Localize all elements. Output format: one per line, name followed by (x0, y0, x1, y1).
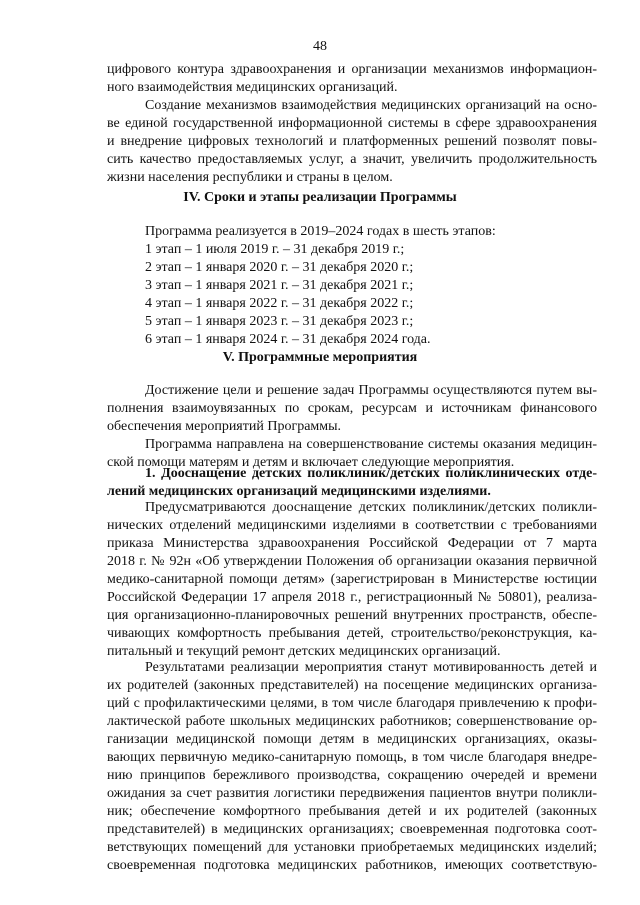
text-line: обеспечения мероприятий Программы. (107, 419, 342, 434)
section-5-heading: V. Программные мероприятия (222, 350, 418, 365)
section-4-heading: IV. Сроки и этапы реализации Программы (183, 190, 457, 205)
item-1-provision-paragraph (107, 499, 597, 661)
text-line: их родителей (законных представителей) на посещение медицинских организа- (107, 678, 597, 693)
goal-paragraph (107, 382, 597, 436)
stage-item: 6 этап – 1 января 2024 г. – 31 декабря 2024 года. (145, 332, 431, 347)
text-line: ской помощи матерям и детям и включает следующие мероприятия. (107, 455, 515, 470)
text-line: вающих первичную медико-санитарную помощь, в том числе благодаря внедре- (107, 750, 597, 765)
text-line: Создание механизмов взаимодействия медицинских организаций на осно- (145, 98, 597, 113)
text-line: приказа Министерства здравоохранения Российской Федерации от 7 марта (107, 536, 597, 551)
text-line: ве единой государственной информационной системы в сфере здравоохранения (107, 116, 597, 131)
text-line: сить качество предоставляемых услуг, а значит, увеличить продолжительность (107, 152, 597, 167)
text-line: ганизации медицинской помощи детям в медицинских организациях, оказы- (107, 732, 597, 747)
text-line: 2018 г. № 92н «Об утверждении Положения об организации оказания первичной (107, 554, 597, 569)
stages-list (145, 223, 605, 349)
text-line: питальный и текущий ремонт детских медицинских организаций. (107, 644, 501, 659)
text-line: нических отделений медицинскими изделиями в соответствии с требованиями (107, 518, 597, 533)
mechanisms-paragraph (107, 97, 597, 187)
text-line: жизни населения республики и страны в целом. (107, 170, 393, 185)
stage-item: 1 этап – 1 июля 2019 г. – 31 декабря 2019 г.; (145, 242, 405, 257)
text-line: полнения взаимоувязанных по срокам, ресурсам и источникам финансового (107, 401, 597, 416)
stage-item: 2 этап – 1 января 2020 г. – 31 декабря 2020 г.; (145, 260, 414, 275)
text-line: Достижение цели и решение задач Программы осуществляются путем вы- (145, 383, 597, 398)
text-line: лактической работе школьных медицинских работников; совершенствование ор- (107, 714, 597, 729)
stage-item: 3 этап – 1 января 2021 г. – 31 декабря 2021 г.; (145, 278, 414, 293)
text-line: представителей) в медицинских организациях; своевременная подготовка соот- (107, 822, 597, 837)
text-line: Результатами реализации мероприятия станут мотивированность детей и (145, 660, 597, 675)
text-line: своевременная подготовка медицинских работников, имеющих соответствую- (107, 858, 597, 873)
text-line: ция организационно-планировочных решений внутренних пространств, обеспе- (107, 608, 597, 623)
item-1-title (107, 465, 597, 501)
text-line: и внедрение цифровых технологий и платформенных решений позволят повы- (107, 134, 597, 149)
text-line: ного взаимодействия медицинских организаций. (107, 80, 398, 95)
stages-intro: Программа реализуется в 2019–2024 годах в шесть этапов: (145, 224, 496, 239)
stage-item: 4 этап – 1 января 2022 г. – 31 декабря 2022 г.; (145, 296, 414, 311)
page-number: 48 (313, 39, 327, 54)
text-line: цифрового контура здравоохранения и организации механизмов информацион- (107, 62, 597, 77)
text-line: лений медицинских организаций медицинскими изделиями. (107, 484, 491, 499)
text-line: чивающих комфортность пребывания детей, строительство/реконструкция, ка- (107, 626, 597, 641)
stage-item: 5 этап – 1 января 2023 г. – 31 декабря 2023 г.; (145, 314, 414, 329)
text-line: нию принципов бережливого производства, сокращению очередей и времени (107, 768, 597, 783)
text-line: Российской Федерации 17 апреля 2018 г., регистрационный № 50801), реализа- (107, 590, 597, 605)
text-line: ник; обеспечение комфортного пребывания детей и их родителей (законных (107, 804, 597, 819)
text-line: ожидания за счет развития логистики передвижения пациентов внутри поликли- (107, 786, 597, 801)
text-line: Предусматриваются дооснащение детских поликлиник/детских поликли- (145, 500, 597, 515)
text-line: 1. Дооснащение детских поликлиник/детских поликлинических отде- (145, 466, 597, 481)
text-line: ветствующих помещений для установки приобретаемых медицинских изделий; (107, 840, 597, 855)
text-line: медико-санитарной помощи детям» (зарегистрирован в Министерстве юстиции (107, 572, 597, 587)
intro-paragraph (107, 61, 597, 97)
text-line: Программа направлена на совершенствование системы оказания медицин- (145, 437, 597, 452)
text-line: ций с профилактическими целями, в том числе благодаря привлечению к профи- (107, 696, 597, 711)
item-1-results-paragraph (107, 659, 597, 875)
